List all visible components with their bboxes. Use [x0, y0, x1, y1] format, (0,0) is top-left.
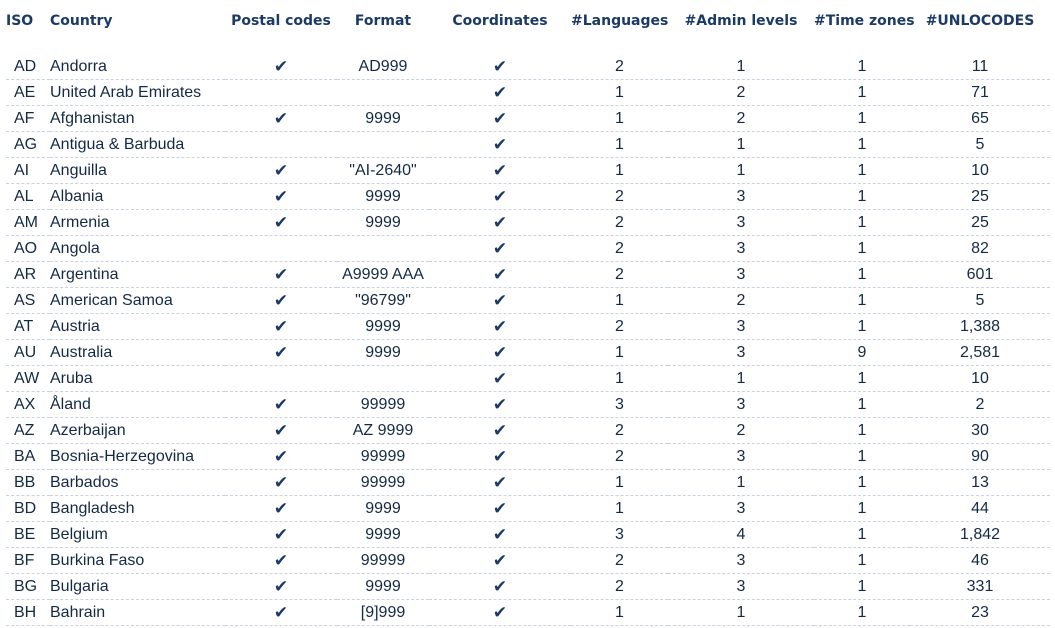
cell-postal-codes	[225, 132, 337, 158]
check-icon: ✔	[273, 290, 289, 311]
check-icon: ✔	[492, 368, 508, 389]
cell-country: Anguilla	[50, 158, 225, 184]
cell-coordinates	[429, 366, 571, 392]
cell-iso: AG	[6, 132, 50, 158]
header-unlocodes[interactable]: #UNLOCODES	[925, 12, 1035, 29]
cell-languages: 1	[571, 288, 668, 314]
cell-postal-codes	[225, 54, 337, 80]
header-format[interactable]: Format	[354, 12, 412, 29]
check-icon: ✔	[273, 264, 289, 285]
check-icon: ✔	[492, 238, 508, 259]
table-row[interactable]	[6, 262, 1050, 288]
cell-postal-codes	[225, 574, 337, 600]
cell-languages: 2	[571, 574, 668, 600]
cell-unlocodes: 25	[910, 210, 1050, 236]
cell-unlocodes: 601	[910, 262, 1050, 288]
cell-languages: 1	[571, 158, 668, 184]
cell-admin-levels: 3	[668, 262, 814, 288]
cell-iso: BD	[6, 496, 50, 522]
cell-admin-levels: 3	[668, 340, 814, 366]
countries-table	[6, 0, 1050, 626]
cell-time-zones: 1	[814, 366, 910, 392]
cell-time-zones: 1	[814, 574, 910, 600]
cell-admin-levels: 1	[668, 132, 814, 158]
cell-iso: AU	[6, 340, 50, 366]
cell-format: 9999	[337, 496, 429, 522]
cell-format	[337, 132, 429, 158]
cell-postal-codes	[225, 158, 337, 184]
cell-unlocodes: 1,388	[910, 314, 1050, 340]
cell-iso: AD	[6, 54, 50, 80]
cell-format: 9999	[337, 184, 429, 210]
cell-coordinates	[429, 106, 571, 132]
check-icon: ✔	[492, 394, 508, 415]
cell-postal-codes	[225, 392, 337, 418]
cell-country: Austria	[50, 314, 225, 340]
cell-languages: 3	[571, 392, 668, 418]
cell-languages: 1	[571, 132, 668, 158]
cell-iso: BB	[6, 470, 50, 496]
cell-time-zones: 1	[814, 288, 910, 314]
check-icon: ✔	[273, 446, 289, 467]
cell-time-zones: 1	[814, 210, 910, 236]
cell-country: Angola	[50, 236, 225, 262]
cell-iso: BA	[6, 444, 50, 470]
header-time-zones[interactable]: #Time zones	[814, 12, 915, 29]
table-row[interactable]	[6, 600, 1050, 626]
check-icon: ✔	[273, 602, 289, 623]
header-languages[interactable]: #Languages	[571, 12, 669, 29]
cell-iso: BH	[6, 600, 50, 626]
cell-format: 99999	[337, 444, 429, 470]
check-icon: ✔	[492, 264, 508, 285]
cell-country: United Arab Emirates	[50, 80, 225, 106]
cell-coordinates	[429, 132, 571, 158]
table-row[interactable]	[6, 80, 1050, 106]
table-row[interactable]	[6, 340, 1050, 366]
cell-postal-codes	[225, 236, 337, 262]
cell-country: Aruba	[50, 366, 225, 392]
cell-languages: 2	[571, 314, 668, 340]
table-row[interactable]	[6, 132, 1050, 158]
cell-country: Argentina	[50, 262, 225, 288]
check-icon: ✔	[492, 134, 508, 155]
cell-unlocodes: 2	[910, 392, 1050, 418]
cell-postal-codes	[225, 600, 337, 626]
cell-time-zones: 1	[814, 106, 910, 132]
table-row[interactable]	[6, 106, 1050, 132]
header-country[interactable]: Country	[50, 12, 113, 29]
cell-time-zones: 1	[814, 262, 910, 288]
cell-admin-levels: 1	[668, 600, 814, 626]
table-row[interactable]	[6, 418, 1050, 444]
cell-unlocodes: 5	[910, 132, 1050, 158]
cell-format: 9999	[337, 340, 429, 366]
check-icon: ✔	[273, 524, 289, 545]
cell-coordinates	[429, 522, 571, 548]
cell-format: AD999	[337, 54, 429, 80]
check-icon: ✔	[492, 160, 508, 181]
cell-country: Barbados	[50, 470, 225, 496]
cell-time-zones: 1	[814, 54, 910, 80]
cell-country: Albania	[50, 184, 225, 210]
cell-iso: AR	[6, 262, 50, 288]
cell-time-zones: 1	[814, 132, 910, 158]
check-icon: ✔	[492, 472, 508, 493]
cell-admin-levels: 1	[668, 470, 814, 496]
cell-country: Azerbaijan	[50, 418, 225, 444]
cell-coordinates	[429, 236, 571, 262]
cell-country: Bangladesh	[50, 496, 225, 522]
cell-admin-levels: 3	[668, 574, 814, 600]
cell-languages: 2	[571, 418, 668, 444]
cell-country: Antigua & Barbuda	[50, 132, 225, 158]
cell-unlocodes: 10	[910, 366, 1050, 392]
cell-coordinates	[429, 496, 571, 522]
cell-format: "AI-2640"	[337, 158, 429, 184]
cell-coordinates	[429, 418, 571, 444]
cell-iso: BG	[6, 574, 50, 600]
cell-iso: AS	[6, 288, 50, 314]
cell-iso: AW	[6, 366, 50, 392]
cell-coordinates	[429, 340, 571, 366]
cell-admin-levels: 3	[668, 184, 814, 210]
table-row[interactable]	[6, 574, 1050, 600]
cell-postal-codes	[225, 418, 337, 444]
cell-format: 9999	[337, 106, 429, 132]
cell-unlocodes: 331	[910, 574, 1050, 600]
check-icon: ✔	[273, 550, 289, 571]
cell-time-zones: 1	[814, 80, 910, 106]
table-row[interactable]	[6, 288, 1050, 314]
table-row[interactable]	[6, 314, 1050, 340]
check-icon: ✔	[492, 290, 508, 311]
cell-format: 9999	[337, 210, 429, 236]
check-icon: ✔	[273, 342, 289, 363]
cell-languages: 1	[571, 366, 668, 392]
check-icon: ✔	[492, 524, 508, 545]
cell-format: 99999	[337, 470, 429, 496]
cell-postal-codes	[225, 80, 337, 106]
cell-iso: AO	[6, 236, 50, 262]
cell-languages: 2	[571, 210, 668, 236]
cell-postal-codes	[225, 444, 337, 470]
cell-iso: AX	[6, 392, 50, 418]
check-icon: ✔	[273, 160, 289, 181]
cell-format: 9999	[337, 574, 429, 600]
cell-languages: 2	[571, 54, 668, 80]
cell-languages: 3	[571, 522, 668, 548]
cell-time-zones: 1	[814, 236, 910, 262]
table-row[interactable]	[6, 184, 1050, 210]
cell-admin-levels: 3	[668, 548, 814, 574]
cell-languages: 2	[571, 262, 668, 288]
cell-format: 9999	[337, 522, 429, 548]
cell-iso: BF	[6, 548, 50, 574]
cell-unlocodes: 90	[910, 444, 1050, 470]
cell-admin-levels: 2	[668, 106, 814, 132]
cell-country: Bosnia-Herzegovina	[50, 444, 225, 470]
cell-postal-codes	[225, 314, 337, 340]
check-icon: ✔	[492, 550, 508, 571]
table-row[interactable]	[6, 236, 1050, 262]
cell-coordinates	[429, 314, 571, 340]
cell-time-zones: 1	[814, 444, 910, 470]
cell-unlocodes: 25	[910, 184, 1050, 210]
cell-format: 99999	[337, 392, 429, 418]
cell-country: Armenia	[50, 210, 225, 236]
cell-unlocodes: 13	[910, 470, 1050, 496]
cell-admin-levels: 3	[668, 210, 814, 236]
cell-iso: AI	[6, 158, 50, 184]
cell-iso: AT	[6, 314, 50, 340]
table-row[interactable]	[6, 158, 1050, 184]
cell-time-zones: 1	[814, 314, 910, 340]
cell-languages: 2	[571, 444, 668, 470]
cell-languages: 1	[571, 106, 668, 132]
cell-time-zones: 1	[814, 392, 910, 418]
header-postal-codes[interactable]: Postal codes	[231, 12, 331, 29]
cell-coordinates	[429, 548, 571, 574]
cell-postal-codes	[225, 106, 337, 132]
check-icon: ✔	[492, 498, 508, 519]
cell-time-zones: 9	[814, 340, 910, 366]
table-body	[6, 41, 1050, 626]
cell-unlocodes: 23	[910, 600, 1050, 626]
cell-time-zones: 1	[814, 496, 910, 522]
table-row[interactable]	[6, 470, 1050, 496]
header-iso[interactable]: ISO	[6, 12, 34, 29]
cell-country: Australia	[50, 340, 225, 366]
cell-admin-levels: 2	[668, 418, 814, 444]
cell-postal-codes	[225, 496, 337, 522]
cell-format: "96799"	[337, 288, 429, 314]
cell-coordinates	[429, 184, 571, 210]
header-coordinates[interactable]: Coordinates	[452, 12, 548, 29]
cell-admin-levels: 4	[668, 522, 814, 548]
cell-country: Åland	[50, 392, 225, 418]
cell-coordinates	[429, 574, 571, 600]
cell-iso: BE	[6, 522, 50, 548]
cell-coordinates	[429, 470, 571, 496]
cell-country: American Samoa	[50, 288, 225, 314]
cell-format: A9999 AAA	[337, 262, 429, 288]
check-icon: ✔	[273, 576, 289, 597]
cell-iso: AL	[6, 184, 50, 210]
cell-country: Bahrain	[50, 600, 225, 626]
cell-unlocodes: 1,842	[910, 522, 1050, 548]
check-icon: ✔	[273, 56, 289, 77]
cell-iso: AF	[6, 106, 50, 132]
cell-coordinates	[429, 158, 571, 184]
cell-coordinates	[429, 262, 571, 288]
cell-format: 99999	[337, 548, 429, 574]
table-header	[6, 0, 1050, 41]
cell-postal-codes	[225, 340, 337, 366]
check-icon: ✔	[492, 602, 508, 623]
cell-country: Afghanistan	[50, 106, 225, 132]
check-icon: ✔	[273, 420, 289, 441]
check-icon: ✔	[492, 108, 508, 129]
cell-format: AZ 9999	[337, 418, 429, 444]
cell-time-zones: 1	[814, 418, 910, 444]
table-row[interactable]	[6, 210, 1050, 236]
cell-languages: 2	[571, 548, 668, 574]
check-icon: ✔	[492, 56, 508, 77]
cell-unlocodes: 65	[910, 106, 1050, 132]
table-row[interactable]	[6, 392, 1050, 418]
cell-admin-levels: 1	[668, 158, 814, 184]
cell-format: [9]999	[337, 600, 429, 626]
table-row[interactable]	[6, 496, 1050, 522]
table-row[interactable]	[6, 366, 1050, 392]
check-icon: ✔	[273, 316, 289, 337]
cell-postal-codes	[225, 548, 337, 574]
cell-admin-levels: 3	[668, 496, 814, 522]
cell-coordinates	[429, 392, 571, 418]
cell-time-zones: 1	[814, 470, 910, 496]
table-row[interactable]	[6, 444, 1050, 470]
cell-unlocodes: 71	[910, 80, 1050, 106]
cell-admin-levels: 1	[668, 54, 814, 80]
check-icon: ✔	[273, 186, 289, 207]
check-icon: ✔	[492, 342, 508, 363]
cell-format	[337, 236, 429, 262]
cell-languages: 2	[571, 236, 668, 262]
cell-unlocodes: 30	[910, 418, 1050, 444]
cell-time-zones: 1	[814, 158, 910, 184]
cell-coordinates	[429, 600, 571, 626]
check-icon: ✔	[273, 108, 289, 129]
cell-postal-codes	[225, 366, 337, 392]
cell-time-zones: 1	[814, 600, 910, 626]
cell-unlocodes: 11	[910, 54, 1050, 80]
cell-time-zones: 1	[814, 548, 910, 574]
cell-coordinates	[429, 80, 571, 106]
check-icon: ✔	[273, 394, 289, 415]
check-icon: ✔	[492, 420, 508, 441]
cell-admin-levels: 2	[668, 288, 814, 314]
cell-country: Belgium	[50, 522, 225, 548]
cell-postal-codes	[225, 288, 337, 314]
check-icon: ✔	[273, 498, 289, 519]
cell-coordinates	[429, 444, 571, 470]
cell-unlocodes: 44	[910, 496, 1050, 522]
cell-postal-codes	[225, 522, 337, 548]
table-row[interactable]	[6, 54, 1050, 80]
cell-languages: 1	[571, 340, 668, 366]
check-icon: ✔	[492, 576, 508, 597]
cell-postal-codes	[225, 210, 337, 236]
cell-languages: 1	[571, 80, 668, 106]
check-icon: ✔	[492, 446, 508, 467]
cell-unlocodes: 46	[910, 548, 1050, 574]
cell-unlocodes: 82	[910, 236, 1050, 262]
cell-country: Burkina Faso	[50, 548, 225, 574]
cell-languages: 1	[571, 600, 668, 626]
cell-languages: 1	[571, 496, 668, 522]
cell-country: Bulgaria	[50, 574, 225, 600]
cell-unlocodes: 5	[910, 288, 1050, 314]
cell-admin-levels: 3	[668, 444, 814, 470]
check-icon: ✔	[492, 212, 508, 233]
check-icon: ✔	[273, 472, 289, 493]
cell-time-zones: 1	[814, 522, 910, 548]
cell-country: Andorra	[50, 54, 225, 80]
table-row[interactable]	[6, 522, 1050, 548]
cell-unlocodes: 2,581	[910, 340, 1050, 366]
cell-iso: AM	[6, 210, 50, 236]
check-icon: ✔	[492, 82, 508, 103]
cell-postal-codes	[225, 262, 337, 288]
cell-format	[337, 366, 429, 392]
cell-coordinates	[429, 54, 571, 80]
cell-postal-codes	[225, 184, 337, 210]
cell-languages: 2	[571, 184, 668, 210]
cell-admin-levels: 2	[668, 80, 814, 106]
cell-languages: 1	[571, 470, 668, 496]
cell-coordinates	[429, 288, 571, 314]
cell-format: 9999	[337, 314, 429, 340]
cell-admin-levels: 3	[668, 392, 814, 418]
check-icon: ✔	[492, 316, 508, 337]
header-admin-levels[interactable]: #Admin levels	[684, 12, 798, 29]
cell-iso: AE	[6, 80, 50, 106]
cell-postal-codes	[225, 470, 337, 496]
cell-time-zones: 1	[814, 184, 910, 210]
cell-admin-levels: 3	[668, 314, 814, 340]
cell-coordinates	[429, 210, 571, 236]
check-icon: ✔	[492, 186, 508, 207]
check-icon: ✔	[273, 212, 289, 233]
cell-format	[337, 80, 429, 106]
table-row[interactable]	[6, 548, 1050, 574]
cell-unlocodes: 10	[910, 158, 1050, 184]
cell-admin-levels: 1	[668, 366, 814, 392]
cell-admin-levels: 3	[668, 236, 814, 262]
cell-iso: AZ	[6, 418, 50, 444]
